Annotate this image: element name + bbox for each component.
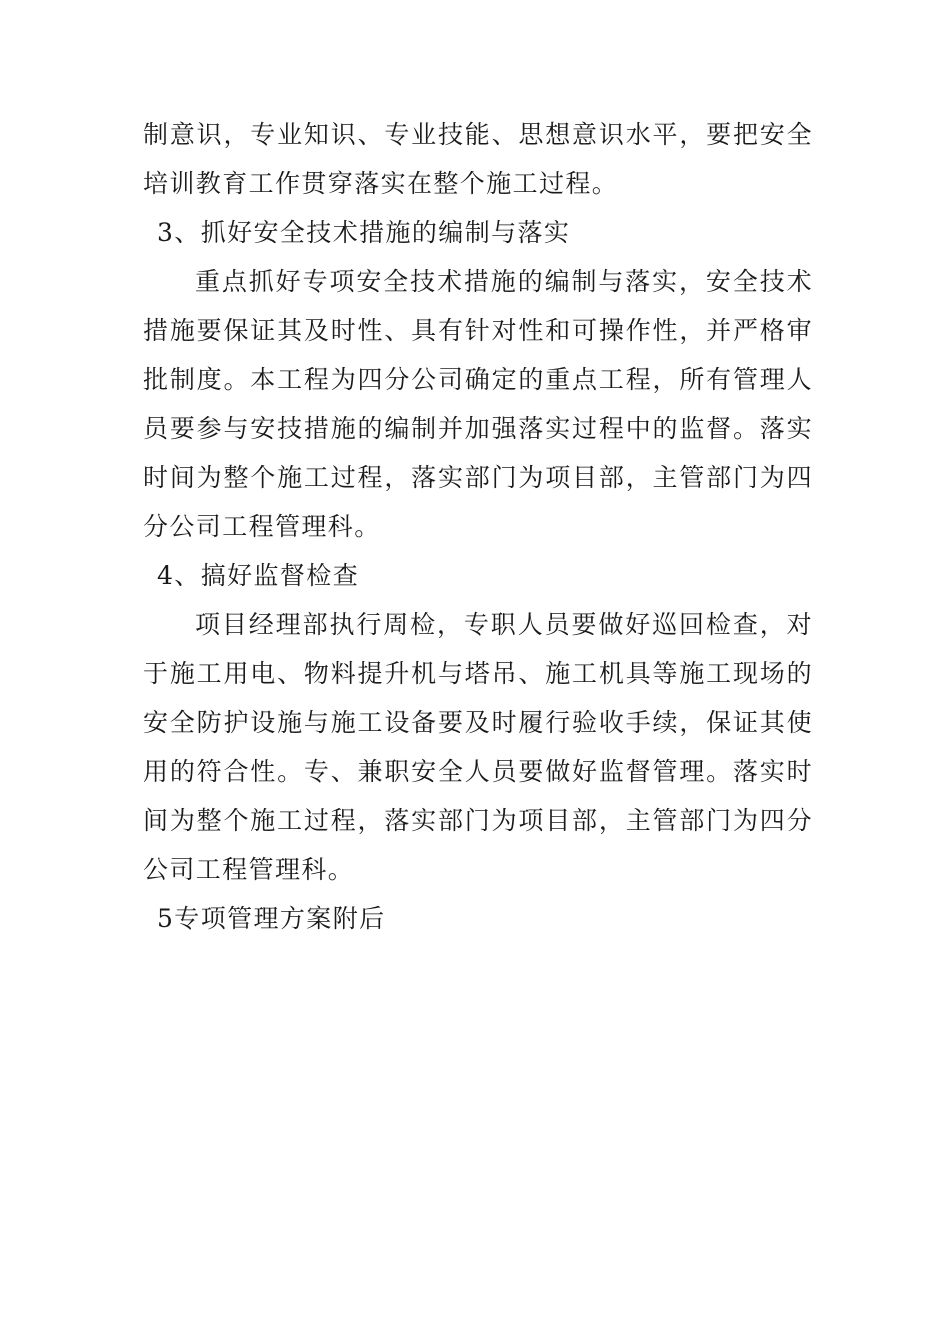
paragraph-safety-measures: 重点抓好专项安全技术措施的编制与落实，安全技术措施要保证其及时性、具有针对性和可操作性，并严格审批制度。本工程为四分公司确定的重点工程，所有管理人员要参与安技措施的编制并加强落实过程中的监督。落实时间为整个施工过程，落实部门为项目部，主管部门为四分公司工程管理科。 <box>143 267 813 541</box>
section-heading-4: 4、搞好监督检查 <box>157 561 360 590</box>
section-heading-5: 5专项管理方案附后 <box>157 904 386 933</box>
document-body <box>143 110 813 943</box>
section-heading-3: 3、抓好安全技术措施的编制与落实 <box>157 218 571 247</box>
paragraph-continuation: 制意识，专业知识、专业技能、思想意识水平，要把安全培训教育工作贯穿落实在整个施工过程。 <box>143 120 813 198</box>
paragraph-supervision: 项目经理部执行周检，专职人员要做好巡回检查，对于施工用电、物料提升机与塔吊、施工机具等施工现场的安全防护设施与施工设备要及时履行验收手续，保证其使用的符合性。专、兼职安全人员要做好监督管理。落实时间为整个施工过程，落实部门为项目部，主管部门为四分公司工程管理科。 <box>143 610 813 884</box>
